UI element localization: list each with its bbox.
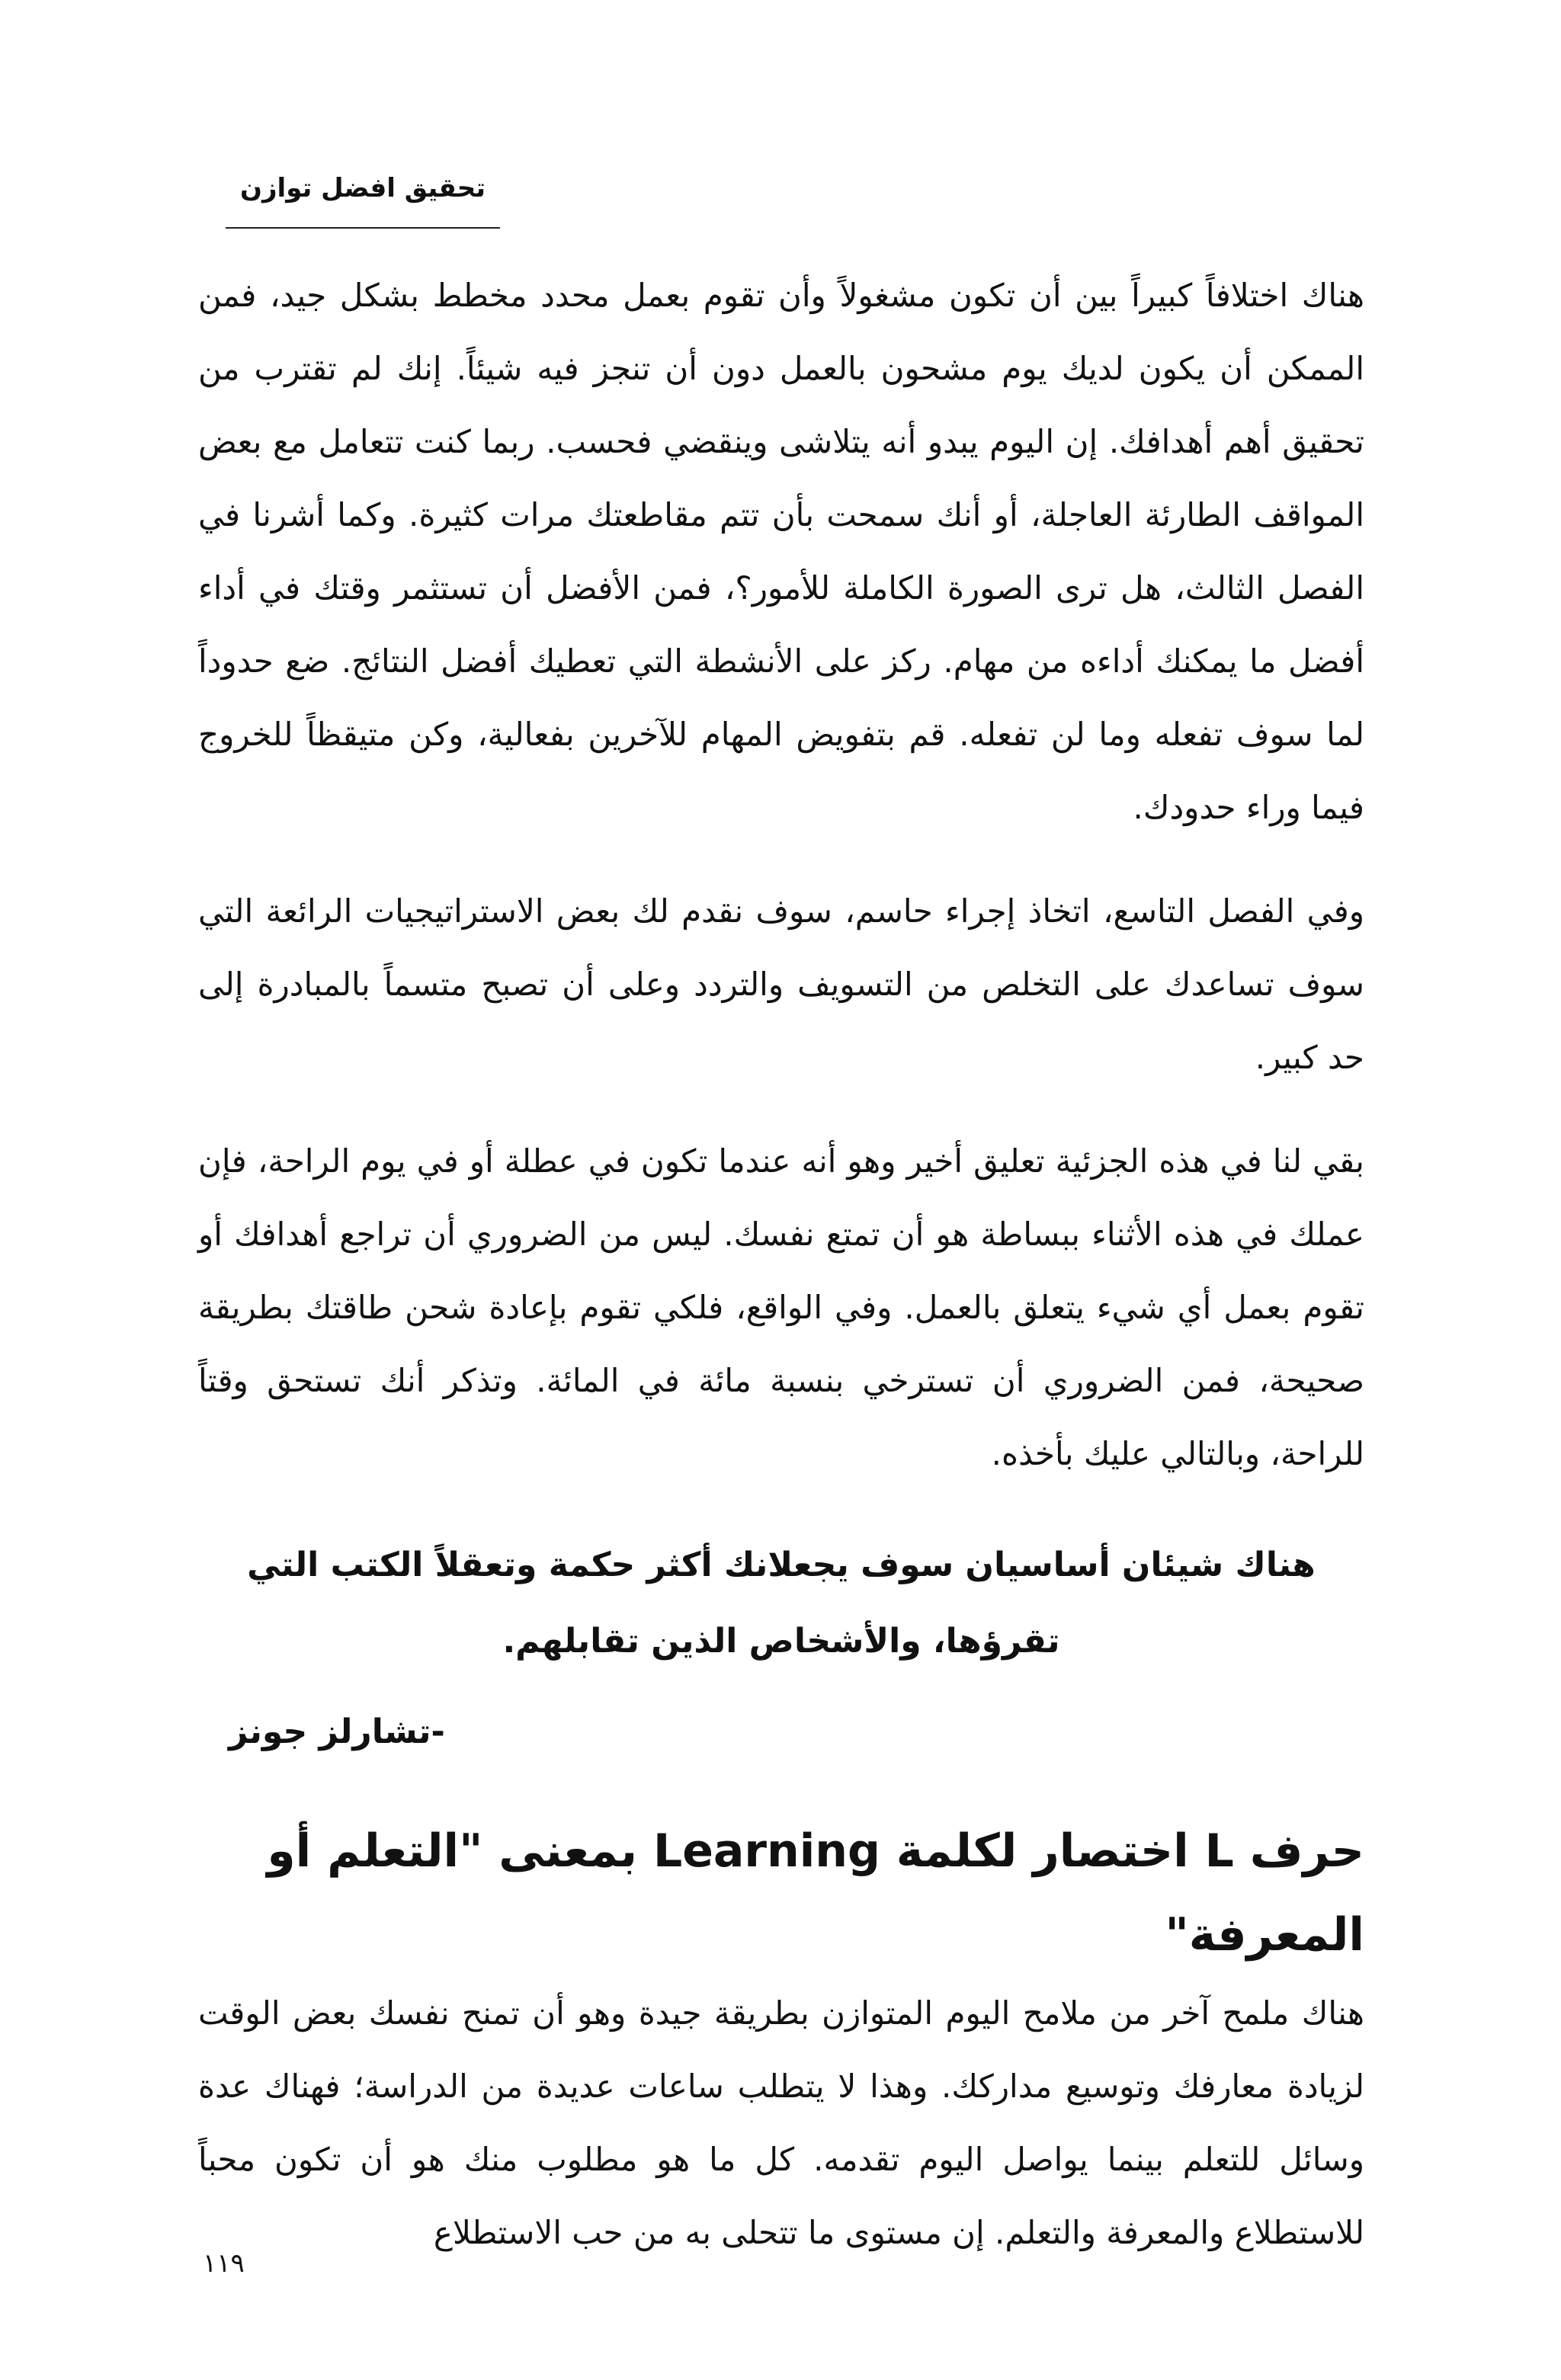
paragraph-3: بقي لنا في هذه الجزئية تعليق أخير وهو أنه عندما تكون في عطلة أو في يوم الراحة، فإن عملك في هذه الأثناء ببساطة هو أن تمتع نفسك. ليس من الضروري أن تراجع أهدافك أو تقوم بعمل أي شيء يتعلق بالعمل. وفي الواقع، فلكي تقوم بإعادة شحن طاقتك بطريقة صحيحة، فمن الضروري أن تسترخي بنسبة مائة في المائة. وتذكر أنك تستحق وقتاً للراحة، وبالتالي عليك بأخذه.	[198, 1142, 1364, 1472]
paragraph-1: هناك اختلافاً كبيراً بين أن تكون مشغولاً وأن تقوم بعمل محدد مخطط بشكل جيد، فمن الممكن أن يكون لديك يوم مشحون بالعمل دون أن تنجز فيه شيئاً. إنك لم تقترب من تحقيق أهم أهدافك. إن اليوم يبدو أنه يتلاشى وينقضي فحسب. ربما كنت تتعامل مع بعض المواقف الطارئة العاجلة، أو أنك سمحت بأن تتم مقاطعتك مرات كثيرة. وكما أشرنا في الفصل الثالث، هل ترى الصورة الكاملة للأمور؟، فمن الأفضل أن تستثمر وقتك في أداء أفضل ما يمكنك أداءه من مهام. ركز على الأنشطة التي تعطيك أفضل النتائج. ضع حدوداً لما سوف تفعله وما لن تفعله. قم بتفويض المهام للآخرين بفعالية، وكن متيقظاً للخروج فيما وراء حدودك.	[198, 277, 1364, 826]
page-content	[198, 259, 1364, 2269]
section-heading: حرف L اختصار لكلمة Learning بمعنى "التعلم أو المعرفة"	[267, 1824, 1364, 1962]
page-number: ١١٩	[203, 2248, 245, 2279]
section-paragraph: هناك ملمح آخر من ملامح اليوم المتوازن بطريقة جيدة وهو أن تمنح نفسك بعض الوقت لزيادة معارفك وتوسيع مداركك. وهذا لا يتطلب ساعات عديدة من الدراسة؛ فهناك عدة وسائل للتعلم بينما يواصل اليوم تقدمه. كل ما هو مطلوب منك هو أن تكون محباً للاستطلاع والمعرفة والتعلم. إن مستوى ما تتحلى به من حب الاستطلاع	[198, 1994, 1364, 2251]
paragraph-2: وفي الفصل التاسع، اتخاذ إجراء حاسم، سوف نقدم لك بعض الاستراتيجيات الرائعة التي سوف تساعدك على التخلص من التسويف والتردد وعلى أن تصبح متسماً بالمبادرة إلى حد كبير.	[198, 892, 1364, 1076]
header-rule	[226, 227, 500, 229]
quote-author: -تشارلز جونز	[229, 1712, 445, 1751]
running-header: تحقيق افضل توازن	[239, 173, 486, 203]
quote-text: هناك شيئان أساسيان سوف يجعلانك أكثر حكمة وتعقلاً الكتب التي تقرؤها، والأشخاص الذين تقابلهم.	[247, 1546, 1316, 1661]
